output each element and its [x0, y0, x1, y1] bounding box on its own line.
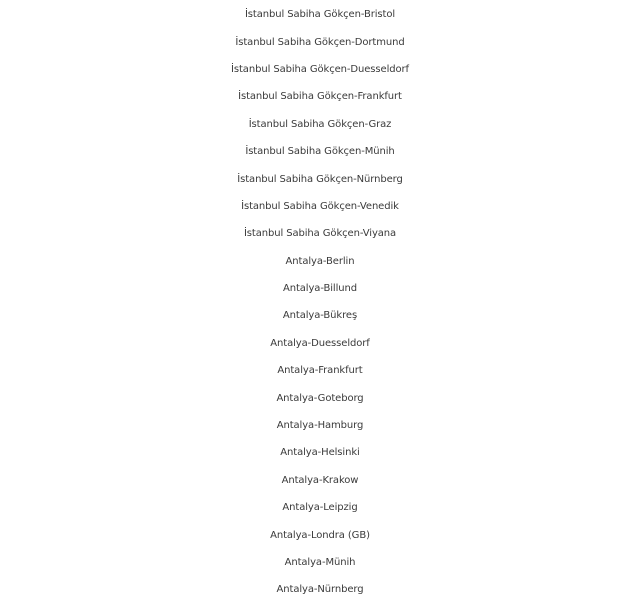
- route-item: [0, 439, 640, 466]
- route-link[interactable]: İstanbul Sabiha Gökçen-Graz: [248, 118, 392, 130]
- route-link[interactable]: Antalya-Krakow: [281, 474, 359, 486]
- route-link[interactable]: Antalya-Nürnberg: [276, 584, 364, 596]
- route-link[interactable]: İstanbul Sabiha Gökçen-Bristol: [244, 9, 396, 21]
- route-item: [0, 28, 640, 55]
- route-item: [0, 357, 640, 384]
- route-item: [0, 521, 640, 548]
- route-item: [0, 220, 640, 247]
- route-item: [0, 330, 640, 357]
- route-link[interactable]: İstanbul Sabiha Gökçen-Viyana: [243, 228, 397, 240]
- route-link[interactable]: Antalya-Hamburg: [276, 420, 364, 432]
- route-item: [0, 248, 640, 275]
- route-item: [0, 193, 640, 220]
- route-link[interactable]: Antalya-Londra (GB): [270, 529, 370, 541]
- route-item: [0, 275, 640, 302]
- route-item: [0, 384, 640, 411]
- route-link[interactable]: İstanbul Sabiha Gökçen-Nürnberg: [237, 173, 403, 185]
- route-item: [0, 302, 640, 329]
- route-item: [0, 83, 640, 110]
- route-item: [0, 111, 640, 138]
- route-link[interactable]: Antalya-Bükreş: [282, 310, 358, 322]
- route-item: [0, 138, 640, 165]
- route-item: [0, 56, 640, 83]
- route-item: [0, 576, 640, 603]
- route-link[interactable]: Antalya-Berlin: [285, 255, 355, 267]
- route-item: [0, 412, 640, 439]
- route-link[interactable]: Antalya-Leipzig: [282, 502, 358, 514]
- route-item: [0, 1, 640, 28]
- route-link[interactable]: İstanbul Sabiha Gökçen-Frankfurt: [238, 91, 402, 103]
- route-link[interactable]: Antalya-Duesseldorf: [270, 337, 370, 349]
- route-item: [0, 494, 640, 521]
- route-link[interactable]: İstanbul Sabiha Gökçen-Duesseldorf: [231, 63, 409, 75]
- route-link[interactable]: Antalya-Goteborg: [276, 392, 364, 404]
- route-link[interactable]: Antalya-Münih: [284, 557, 356, 568]
- route-link[interactable]: İstanbul Sabiha Gökçen-Münih: [245, 146, 395, 158]
- route-link[interactable]: Antalya-Billund: [282, 283, 358, 295]
- route-link[interactable]: İstanbul Sabiha Gökçen-Dortmund: [235, 36, 405, 48]
- route-link[interactable]: Antalya-Helsinki: [280, 447, 360, 459]
- route-link[interactable]: İstanbul Sabiha Gökçen-Venedik: [241, 200, 399, 212]
- route-item: [0, 549, 640, 576]
- route-item: [0, 467, 640, 494]
- route-link[interactable]: Antalya-Frankfurt: [277, 365, 363, 377]
- route-item: [0, 165, 640, 192]
